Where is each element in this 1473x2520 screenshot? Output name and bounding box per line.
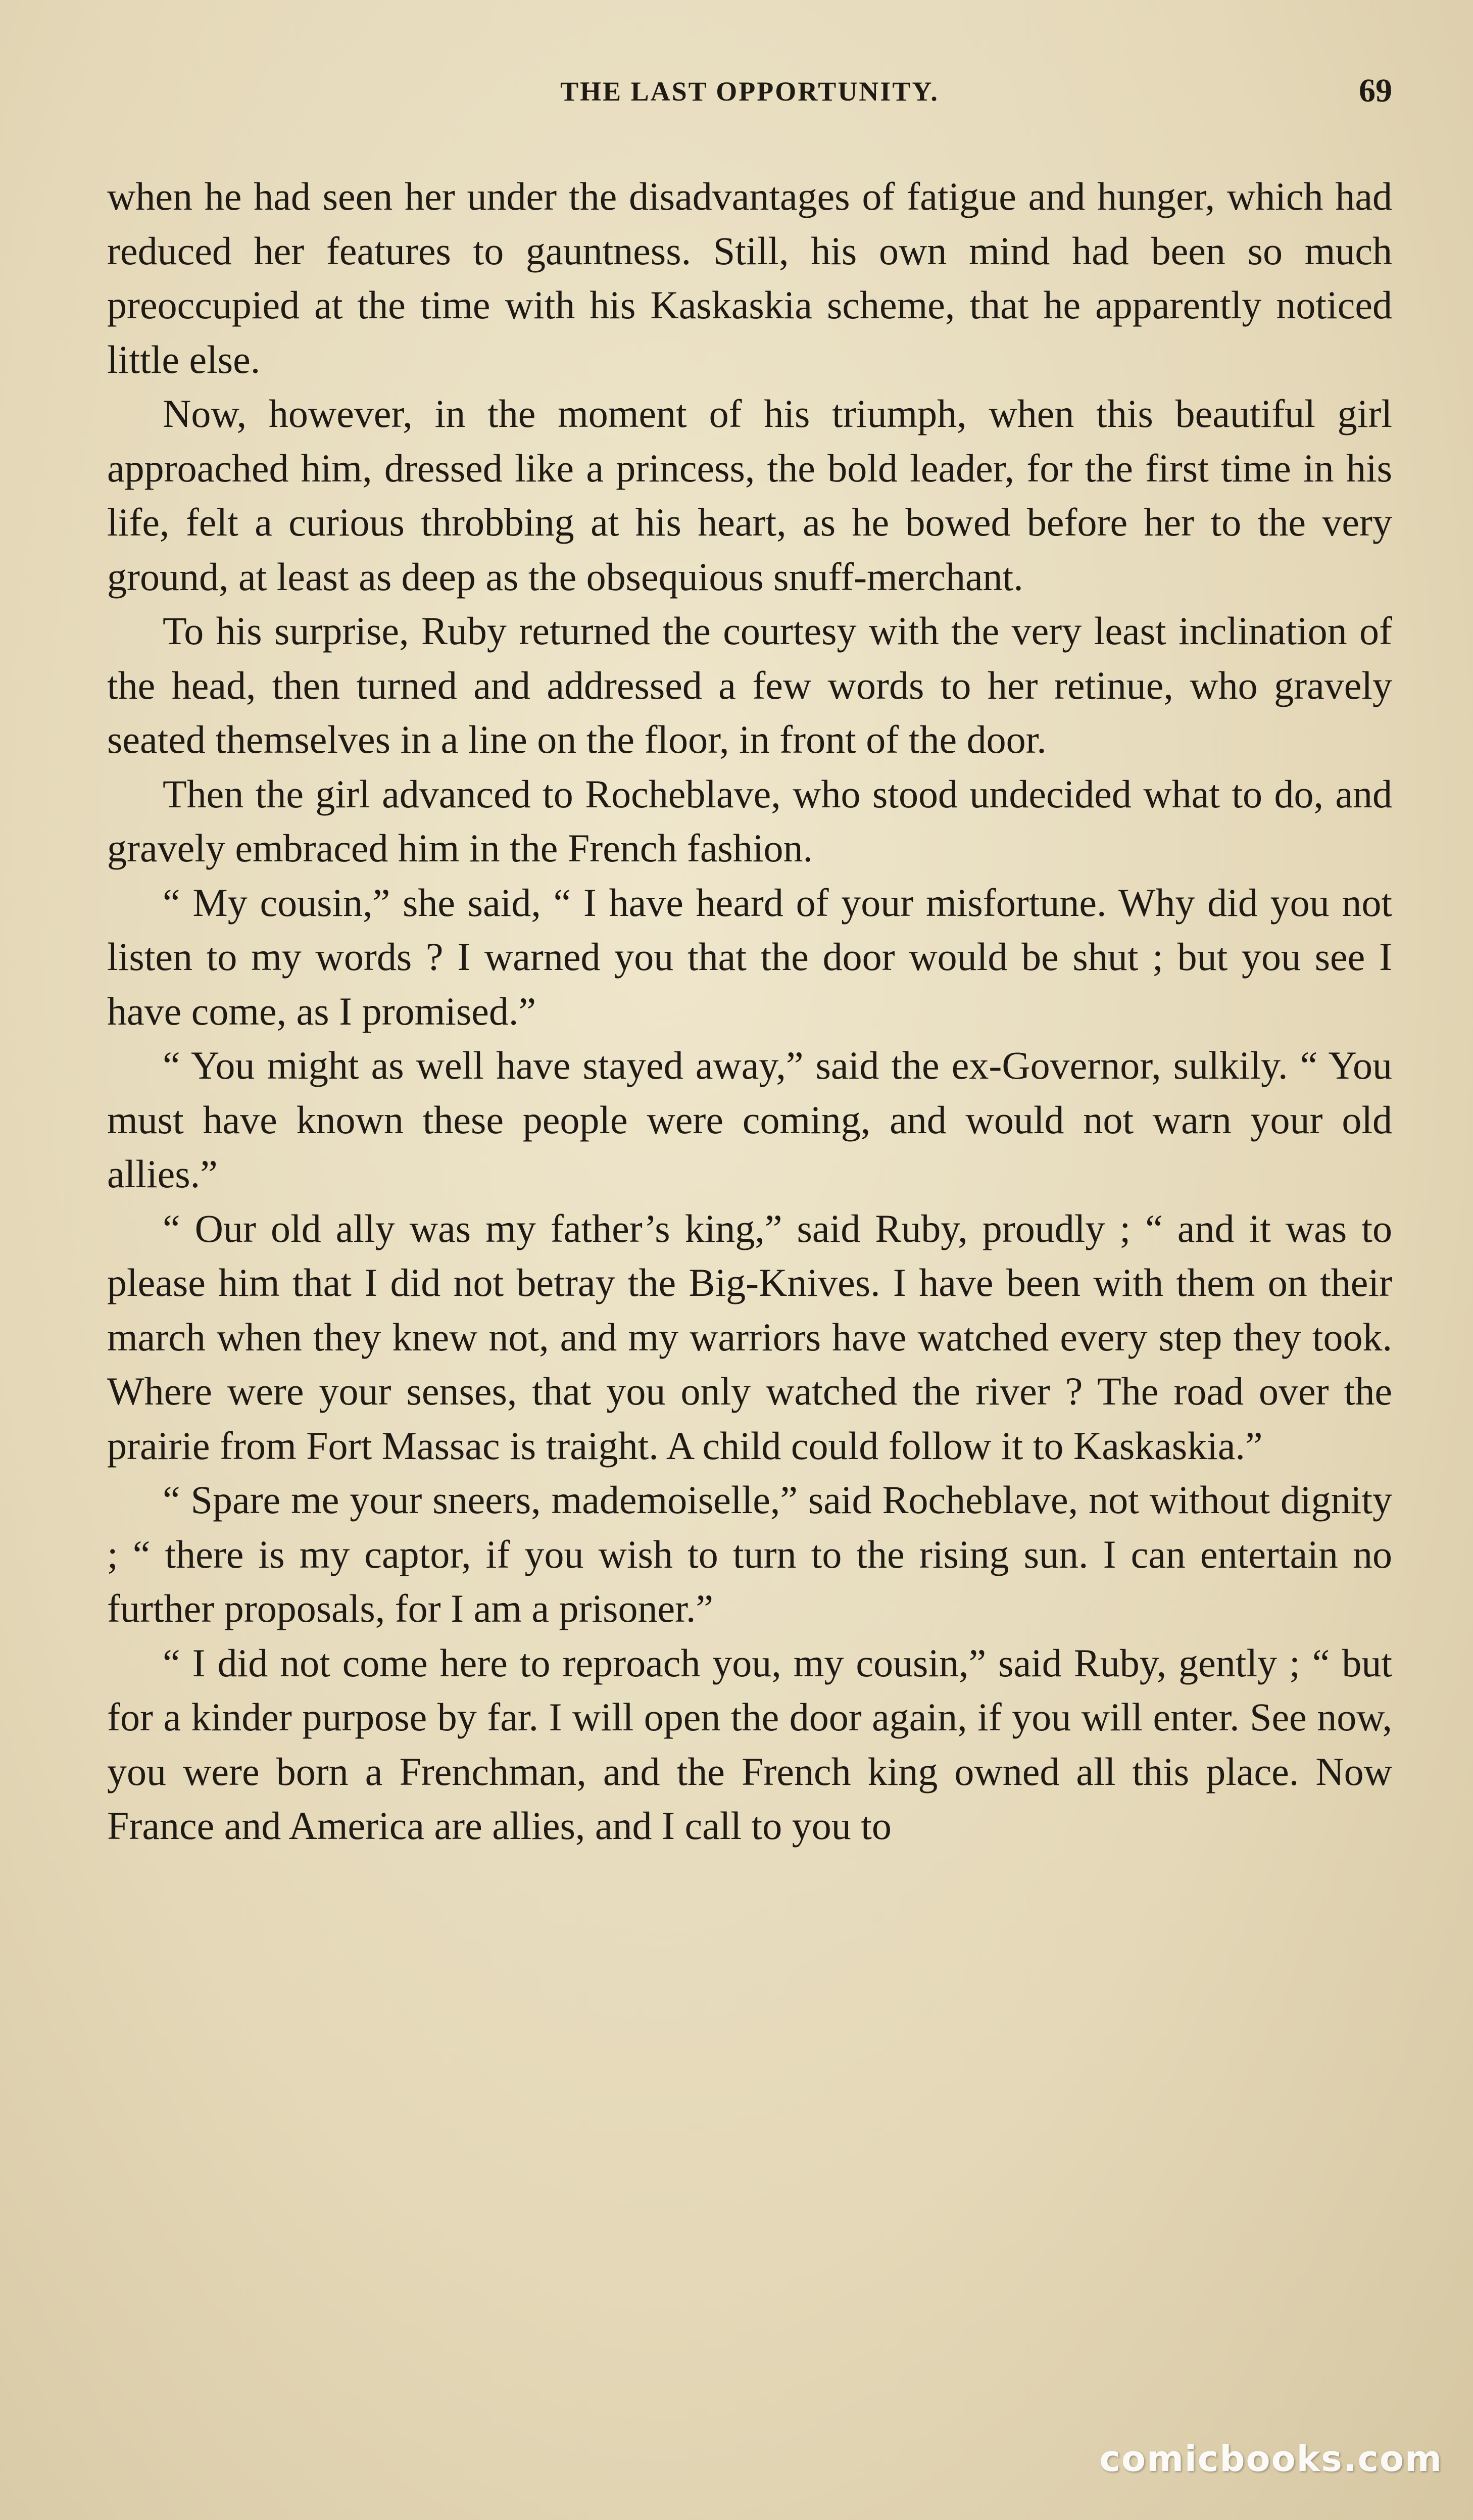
running-title: THE LAST OPPORTUNITY. xyxy=(560,76,939,107)
paragraph: “ My cousin,” she said, “ I have heard of your misfortune. Why did you not listen to my words ? I warned you that the door would be shut ; but you see I have come, as I promised.” xyxy=(107,880,1392,1033)
paragraph: when he had seen her under the disadvantages of fatigue and hunger, which had reduced her features to gauntness. Still, his own mind had been so much preoccupied at the time with his Kaskaskia scheme, that he apparently noticed little else. xyxy=(107,174,1392,381)
paragraph: “ You might as well have stayed away,” said the ex-Governor, sulkily. “ You must have known these people were coming, and would not warn your old allies.” xyxy=(107,1043,1392,1196)
paragraph: Then the girl advanced to Rocheblave, who stood undecided what to do, and gravely embraced him in the French fashion. xyxy=(107,771,1392,870)
paragraph: “ Our old ally was my father’s king,” said Ruby, proudly ; “ and it was to please him that I did not betray the Big-Knives. I have been with them on their march when they knew not, and my warriors have watched every step they took. Where were your senses, that you only watched the river ? The road over the prairie from Fort Massac is traight. A child could follow it to Kaskaskia.” xyxy=(107,1206,1392,1468)
paragraph: To his surprise, Ruby returned the courtesy with the very least inclination of the head, then turned and addressed a few words to her retinue, who gravely seated themselves in a line on the floor, in front of the door. xyxy=(107,609,1392,761)
paragraph: “ Spare me your sneers, mademoiselle,” said Rocheblave, not without dignity ; “ there is my captor, if you wish to turn to the rising sun. I can entertain no further proposals, for I am a prisoner.” xyxy=(107,1478,1392,1630)
paragraph: Now, however, in the moment of his triumph, when this beautiful girl approached him, dressed like a princess, the bold leader, for the first time in his life, felt a curious throbbing at his heart, as he bowed before her to the very ground, at least as deep as the obsequious snuff-merchant. xyxy=(107,392,1392,599)
page-header xyxy=(107,72,1392,116)
watermark: comicbooks.com xyxy=(1099,2438,1443,2480)
paragraph: “ I did not come here to reproach you, my cousin,” said Ruby, gently ; “ but for a kinder purpose by far. I will open the door again, if you will enter. See now, you were born a Frenchman, and the French king owned all this place. Now France and America are allies, and I call to you to xyxy=(107,1640,1392,1848)
page-number: 69 xyxy=(1359,72,1392,109)
body-text xyxy=(107,169,1392,1853)
